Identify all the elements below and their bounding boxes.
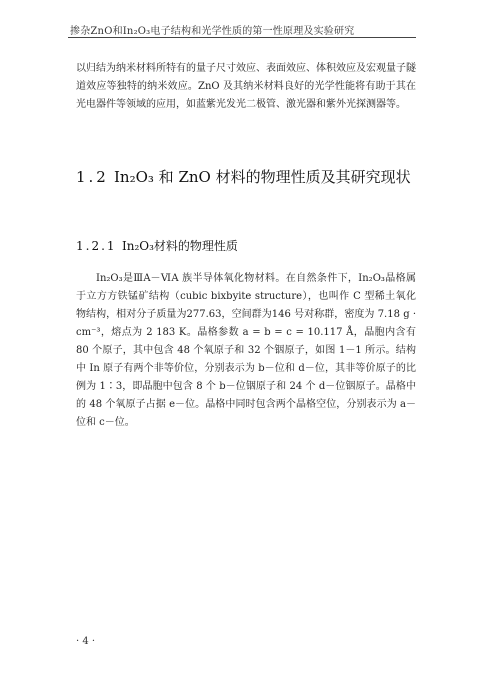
section-title: In₂O₃ 和 ZnO 材料的物理性质及其研究现状 <box>114 168 411 186</box>
section-number: 1.2 <box>76 168 109 186</box>
subsection-number: 1.2.1 <box>76 239 117 253</box>
section-heading <box>76 166 436 187</box>
running-header: 掺杂ZnO和In₂O₃电子结构和光学性质的第一性原理及实验研究 <box>70 26 355 37</box>
subsection-title: In₂O₃材料的物理性质 <box>122 239 238 253</box>
header-rule <box>68 37 416 38</box>
subsection-paragraph: In₂O₃是ⅢA－ⅥA 族半导体氧化物材料。在自然条件下，In₂O₃晶格属于立方方铁锰矿结构（cubic bixbyite structure），也叫作 C 型稀土氧化物结构，相对分子质量为277.63，空间群为146 号对称群，密度为 7.18 g · cm⁻³，熔点为 2 183 K。晶格参数 a = b = c = 10.117 Å，晶胞内含有 80 个原子，其中包含 48 个氧原子和 32 个铟原子，如图 1－1 所示。结构中 In 原子有两个非等价位，分别表示为 b－位和 d－位，其非等价原子的比例为 1∶3，即晶胞中包含 8 个 b－位铟原子和 24 个 d－位铟原子。晶格中的 48 个氧原子占据 e－位。晶格中同时包含两个晶格空位，分别表示为 a－位和 c－位。 <box>76 273 416 428</box>
page-number: · 4 · <box>76 636 96 647</box>
intro-paragraph: 以归结为纳米材料所特有的量子尺寸效应、表面效应、体积效应及宏观量子隧道效应等独特的纳米效应。ZnO 及其纳米材料良好的光学性能将有助于其在光电器件等领域的应用，如蓝紫光发光二极管、激光器和紫外光探测器等。 <box>76 63 416 110</box>
subsection-heading <box>76 237 416 254</box>
